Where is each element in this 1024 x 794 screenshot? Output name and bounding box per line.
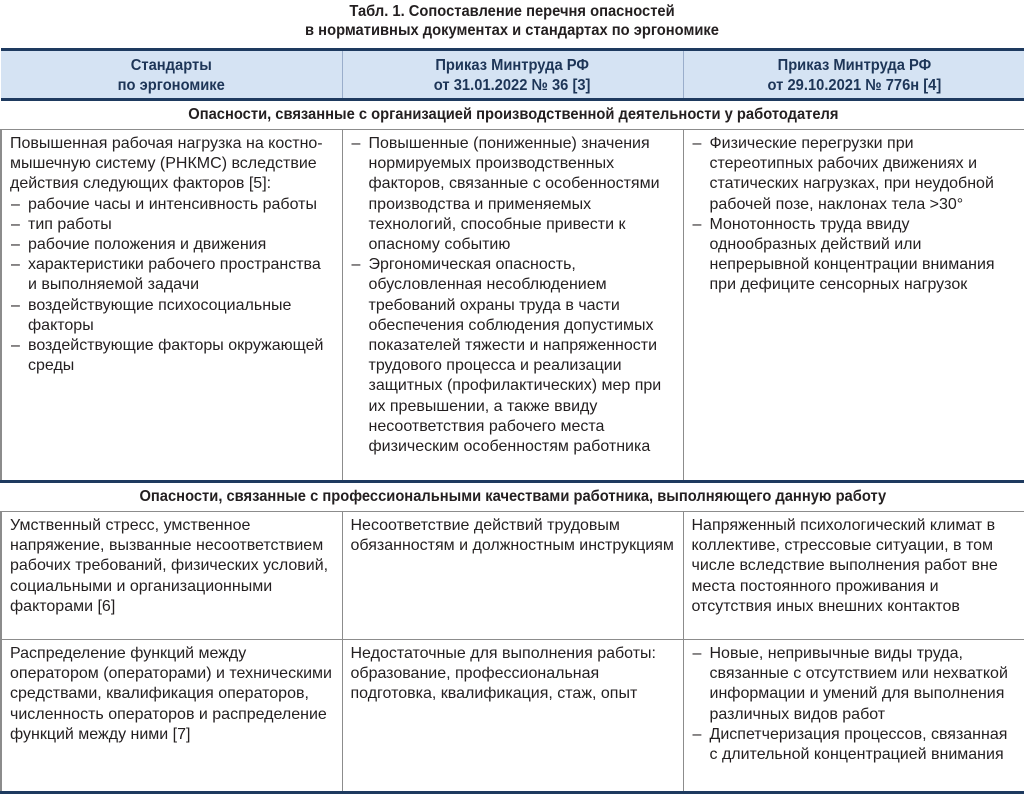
hazard-list xyxy=(692,644,1018,765)
section-title xyxy=(1,482,1024,512)
section-title-text: Опасности, связанные с организацией производственной деятельности у работодателя xyxy=(187,106,839,123)
table-caption xyxy=(41,0,983,48)
list-item: – рабочие часы и интенсивность работы xyxy=(10,195,334,215)
table-cell-order-36 xyxy=(342,130,683,482)
hazard-list xyxy=(692,134,1018,296)
section-row xyxy=(1,482,1024,512)
table-cell-standards: Распределение функций между оператором (операторами) и техническими средствами, квалификация операторов, численность операторов и распределение функций между ними [7] xyxy=(1,640,342,793)
list-item: – Эргономическая опасность, обусловленная несоблюдением требований охраны труда в части обеспечения соблюдения допустимых показателей тяжести и напряженности трудового процесса и реализации защитных (профилактических) мер при их превышении, а также ввиду несоответствия рабочего места физическим особенностям работника xyxy=(351,255,675,457)
column-header-ergonomics-standards xyxy=(1,50,342,100)
header-line: Приказ Минтруда РФ xyxy=(777,56,932,74)
hazard-list xyxy=(351,134,675,457)
caption-line-1: Табл. 1. Сопоставление перечня опасностей xyxy=(349,3,675,20)
caption-line-2: в нормативных документах и стандартах по эргономике xyxy=(305,22,719,39)
table-cell-standards: Умственный стресс, умственное напряжение, вызванные несоответствием рабочих требований, физических условий, социальными и организационными факторами [6] xyxy=(1,512,342,640)
table-cell-standards xyxy=(1,130,342,482)
list-item: – Новые, непривычные виды труда, связанные с отсутствием или нехваткой информации и умений для выполнения различных видов работ xyxy=(692,644,1018,725)
hazards-comparison-table xyxy=(0,48,1024,794)
column-header-order-36 xyxy=(342,50,683,100)
section-row xyxy=(1,100,1024,130)
list-item: – тип работы xyxy=(10,215,334,235)
header-line: от 31.01.2022 № 36 [3] xyxy=(434,76,591,94)
table-cell-order-36: Несоответствие действий трудовым обязанностям и должностным инструкциям xyxy=(342,512,683,640)
header-line: Стандарты xyxy=(130,56,212,74)
table-cell-order-776n xyxy=(683,130,1024,482)
list-item: – Физические перегрузки при стереотипных рабочих движениях и статических нагрузках, при неудобной рабочей позе, наклонах тела >30° xyxy=(692,134,1018,215)
table-cell-order-36: Недостаточные для выполнения работы: образование, профессиональная подготовка, квалификация, стаж, опыт xyxy=(342,640,683,793)
section-title-text: Опасности, связанные с профессиональными качествами работника, выполняющего данную работу xyxy=(139,488,887,505)
table-row xyxy=(1,640,1024,793)
section-title xyxy=(1,100,1024,130)
table-cell-order-776n xyxy=(683,640,1024,793)
list-item: – Монотонность труда ввиду однообразных действий или непрерывной концентрации внимания при дефиците сенсорных нагрузок xyxy=(692,215,1018,296)
list-item: – рабочие положения и движения xyxy=(10,235,334,255)
list-item: – воздействующие психосоциальные факторы xyxy=(10,296,334,336)
table-row xyxy=(1,512,1024,640)
header-line: Приказ Минтруда РФ xyxy=(435,56,590,74)
header-row xyxy=(1,50,1024,100)
factor-list xyxy=(10,195,334,377)
cell-intro: Повышенная рабочая нагрузка на костно-мышечную систему (РНКМС) вследствие действия следующих факторов [5]: xyxy=(10,135,323,193)
list-item: – характеристики рабочего пространства и выполняемой задачи xyxy=(10,255,334,295)
header-line: от 29.10.2021 № 776н [4] xyxy=(767,76,942,94)
table-cell-order-776n: Напряженный психологический климат в коллективе, стрессовые ситуации, в том числе вследствие выполнения работ вне места постоянного проживания и отсутствия иных внешних контактов xyxy=(683,512,1024,640)
column-header-order-776n xyxy=(683,50,1024,100)
list-item: – Повышенные (пониженные) значения нормируемых производственных факторов, связанные с особенностями производства и применяемых технологий, способные привести к опасному событию xyxy=(351,134,675,255)
list-item: – Диспетчеризация процессов, связанная с длительной концентрацией внимания xyxy=(692,725,1018,765)
table-row xyxy=(1,130,1024,482)
list-item: – воздействующие факторы окружающей среды xyxy=(10,336,334,376)
header-line: по эргономике xyxy=(117,76,225,94)
